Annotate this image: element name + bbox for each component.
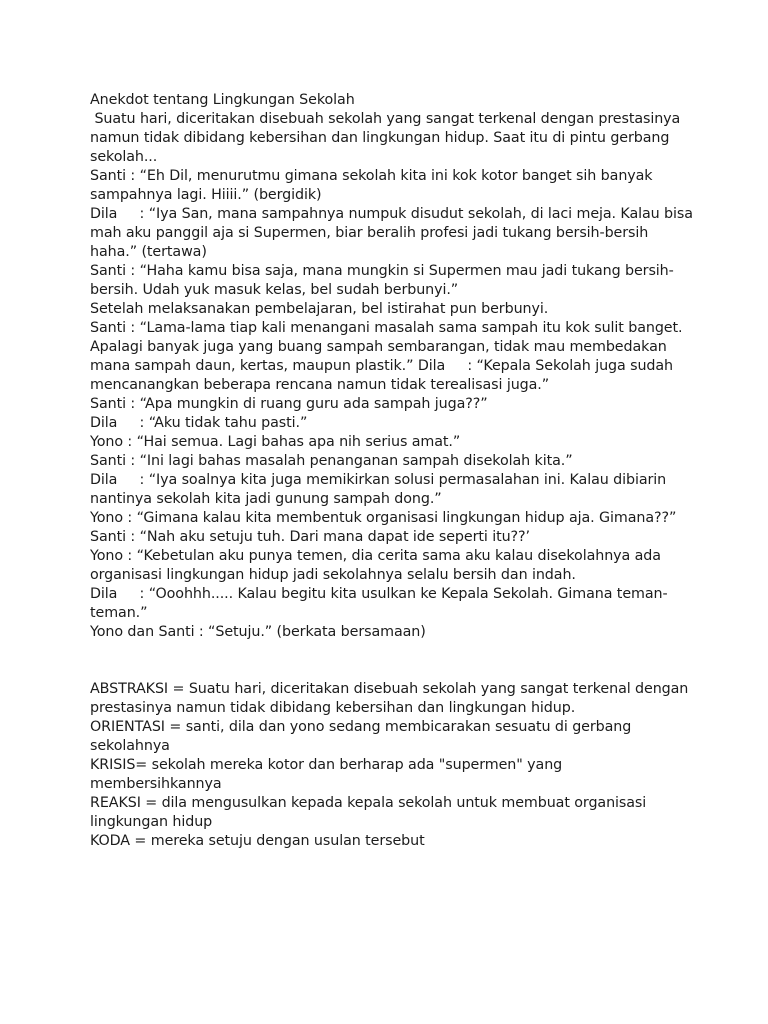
text-line: Santi : “Ini lagi bahas masalah penanganan sampah disekolah kita.”: [90, 453, 573, 469]
text-line: haha.” (tertawa): [90, 244, 207, 260]
analysis-line: KODA = mereka setuju dengan usulan tersebut: [90, 833, 425, 849]
text-line: namun tidak dibidang kebersihan dan lingkungan hidup. Saat itu di pintu gerbang: [90, 130, 670, 146]
text-line: sampahnya lagi. Hiiii.” (bergidik): [90, 187, 322, 203]
text-line: Apalagi banyak juga yang buang sampah sembarangan, tidak mau membedakan: [90, 339, 667, 355]
text-line: Santi : “Lama-lama tiap kali menangani masalah sama sampah itu kok sulit banget.: [90, 320, 683, 336]
text-line: Dila : “Ooohhh..... Kalau begitu kita usulkan ke Kepala Sekolah. Gimana teman-: [90, 586, 668, 602]
text-line: Santi : “Nah aku setuju tuh. Dari mana dapat ide seperti itu??’: [90, 529, 530, 545]
analysis-line: ABSTRAKSI = Suatu hari, diceritakan disebuah sekolah yang sangat terkenal dengan: [90, 681, 689, 697]
text-line: mah aku panggil aja si Supermen, biar beralih profesi jadi tukang bersih-bersih: [90, 225, 649, 241]
text-line: Dila : “Iya soalnya kita juga memikirkan solusi permasalahan ini. Kalau dibiarin: [90, 472, 667, 488]
text-line: Santi : “Haha kamu bisa saja, mana mungkin si Supermen mau jadi tukang bersih-: [90, 263, 674, 279]
story-text: [90, 91, 693, 642]
document-title: Anekdot tentang Lingkungan Sekolah: [90, 92, 355, 108]
text-line: Yono : “Gimana kalau kita membentuk organisasi lingkungan hidup aja. Gimana??”: [90, 510, 677, 526]
text-line: mencanangkan beberapa rencana namun tidak terealisasi juga.”: [90, 377, 550, 393]
text-line: nantinya sekolah kita jadi gunung sampah dong.”: [90, 491, 442, 507]
analysis-line: sekolahnya: [90, 738, 170, 754]
text-line: Dila : “Aku tidak tahu pasti.”: [90, 415, 308, 431]
text-line: sekolah...: [90, 149, 158, 165]
analysis-line: membersihkannya: [90, 776, 222, 792]
text-line: Yono : “Hai semua. Lagi bahas apa nih serius amat.”: [90, 434, 461, 450]
text-line: Setelah melaksanakan pembelajaran, bel istirahat pun berbunyi.: [90, 301, 549, 317]
text-line: Dila : “Iya San, mana sampahnya numpuk disudut sekolah, di laci meja. Kalau bisa: [90, 206, 693, 222]
text-line: Suatu hari, diceritakan disebuah sekolah yang sangat terkenal dengan prestasinya: [90, 111, 681, 127]
text-line: Yono dan Santi : “Setuju.” (berkata bersamaan): [90, 624, 426, 640]
paragraph-gap: [90, 642, 690, 680]
analysis-line: lingkungan hidup: [90, 814, 213, 830]
analysis-text: [90, 680, 690, 851]
text-line: mana sampah daun, kertas, maupun plastik.” Dila : “Kepala Sekolah juga sudah: [90, 358, 674, 374]
text-line: Yono : “Kebetulan aku punya temen, dia cerita sama aku kalau disekolahnya ada: [90, 548, 661, 564]
text-line: Santi : “Apa mungkin di ruang guru ada sampah juga??”: [90, 396, 488, 412]
text-line: organisasi lingkungan hidup jadi sekolahnya selalu bersih dan indah.: [90, 567, 576, 583]
analysis-line: prestasinya namun tidak dibidang kebersihan dan lingkungan hidup.: [90, 700, 576, 716]
text-line: Santi : “Eh Dil, menurutmu gimana sekolah kita ini kok kotor banget sih banyak: [90, 168, 653, 184]
analysis-line: KRISIS= sekolah mereka kotor dan berharap ada "supermen" yang: [90, 757, 563, 773]
analysis-line: REAKSI = dila mengusulkan kepada kepala sekolah untuk membuat organisasi: [90, 795, 647, 811]
analysis-line: ORIENTASI = santi, dila dan yono sedang membicarakan sesuatu di gerbang: [90, 719, 632, 735]
document-page: [90, 91, 693, 851]
text-line: teman.”: [90, 605, 148, 621]
text-line: bersih. Udah yuk masuk kelas, bel sudah berbunyi.”: [90, 282, 459, 298]
